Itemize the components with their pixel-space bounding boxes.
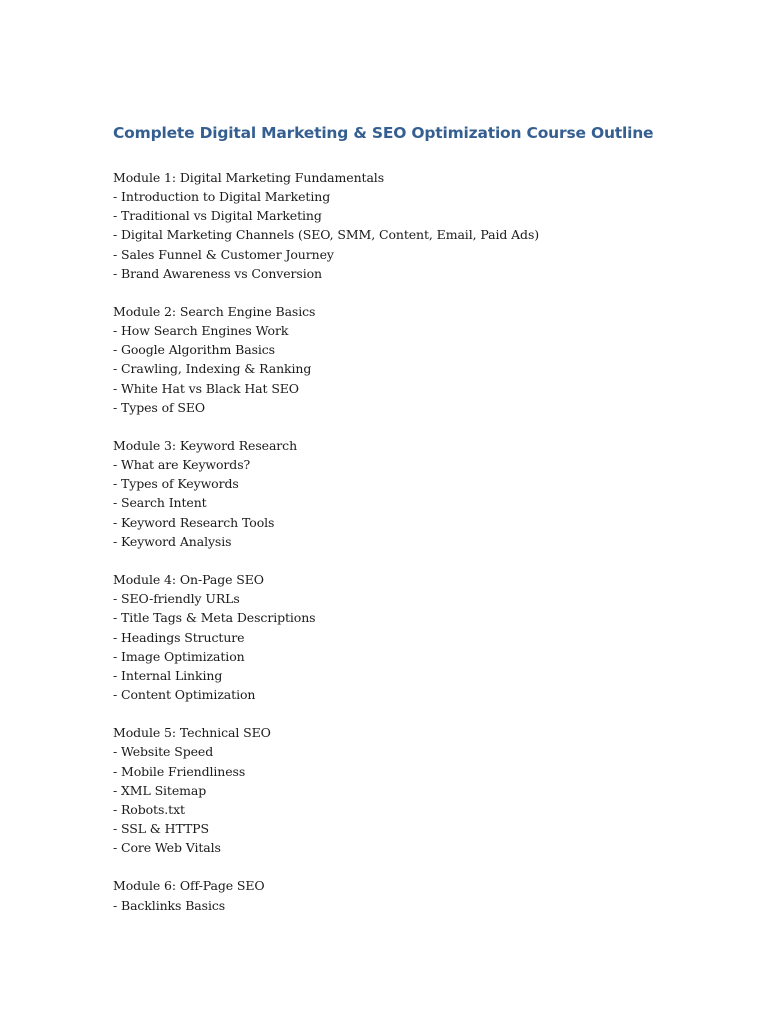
module-2: [113, 302, 733, 417]
list-item: - Keyword Research Tools: [113, 514, 275, 530]
list-item: - Google Algorithm Basics: [113, 342, 275, 358]
module-5: [113, 723, 733, 857]
module-heading: Module 2: Search Engine Basics: [113, 304, 316, 320]
document-title: Complete Digital Marketing & SEO Optimization Course Outline: [113, 124, 654, 142]
list-item: - Introduction to Digital Marketing: [113, 189, 331, 205]
list-item: - SSL & HTTPS: [113, 820, 209, 836]
list-item: - Internal Linking: [113, 667, 223, 683]
module-4: [113, 570, 733, 704]
module-heading: Module 1: Digital Marketing Fundamentals: [113, 170, 385, 185]
list-item: - Search Intent: [113, 495, 207, 511]
module-3: [113, 436, 733, 551]
list-item: - Image Optimization: [113, 648, 245, 664]
module-heading: Module 5: Technical SEO: [113, 725, 271, 741]
list-item: - Brand Awareness vs Conversion: [113, 265, 322, 281]
list-item: - Digital Marketing Channels (SEO, SMM, Content, Email, Paid Ads): [113, 227, 540, 243]
list-item: - Robots.txt: [113, 801, 185, 817]
list-item: - XML Sitemap: [113, 782, 207, 798]
list-item: - White Hat vs Black Hat SEO: [113, 380, 299, 396]
document-body: [113, 168, 733, 934]
list-item: - Website Speed: [113, 744, 214, 760]
list-item: - Types of Keywords: [113, 476, 239, 492]
list-item: - Mobile Friendliness: [113, 763, 246, 779]
module-heading: Module 6: Off-Page SEO: [113, 878, 265, 894]
list-item: - Crawling, Indexing & Ranking: [113, 361, 312, 377]
list-item: - Types of SEO: [113, 399, 206, 415]
list-item: - Content Optimization: [113, 686, 256, 702]
module-6: [113, 876, 733, 914]
list-item: - Sales Funnel & Customer Journey: [113, 246, 334, 262]
module-1: [113, 168, 733, 283]
list-item: - What are Keywords?: [113, 457, 251, 473]
list-item: - Core Web Vitals: [113, 840, 221, 856]
list-item: - Headings Structure: [113, 629, 245, 645]
list-item: - SEO-friendly URLs: [113, 591, 240, 607]
list-item: - Title Tags & Meta Descriptions: [113, 610, 316, 626]
list-item: - Backlinks Basics: [113, 897, 226, 913]
list-item: - Traditional vs Digital Marketing: [113, 208, 322, 224]
module-heading: Module 3: Keyword Research: [113, 438, 298, 454]
list-item: - How Search Engines Work: [113, 323, 289, 339]
module-heading: Module 4: On-Page SEO: [113, 572, 264, 588]
list-item: - Keyword Analysis: [113, 533, 232, 549]
